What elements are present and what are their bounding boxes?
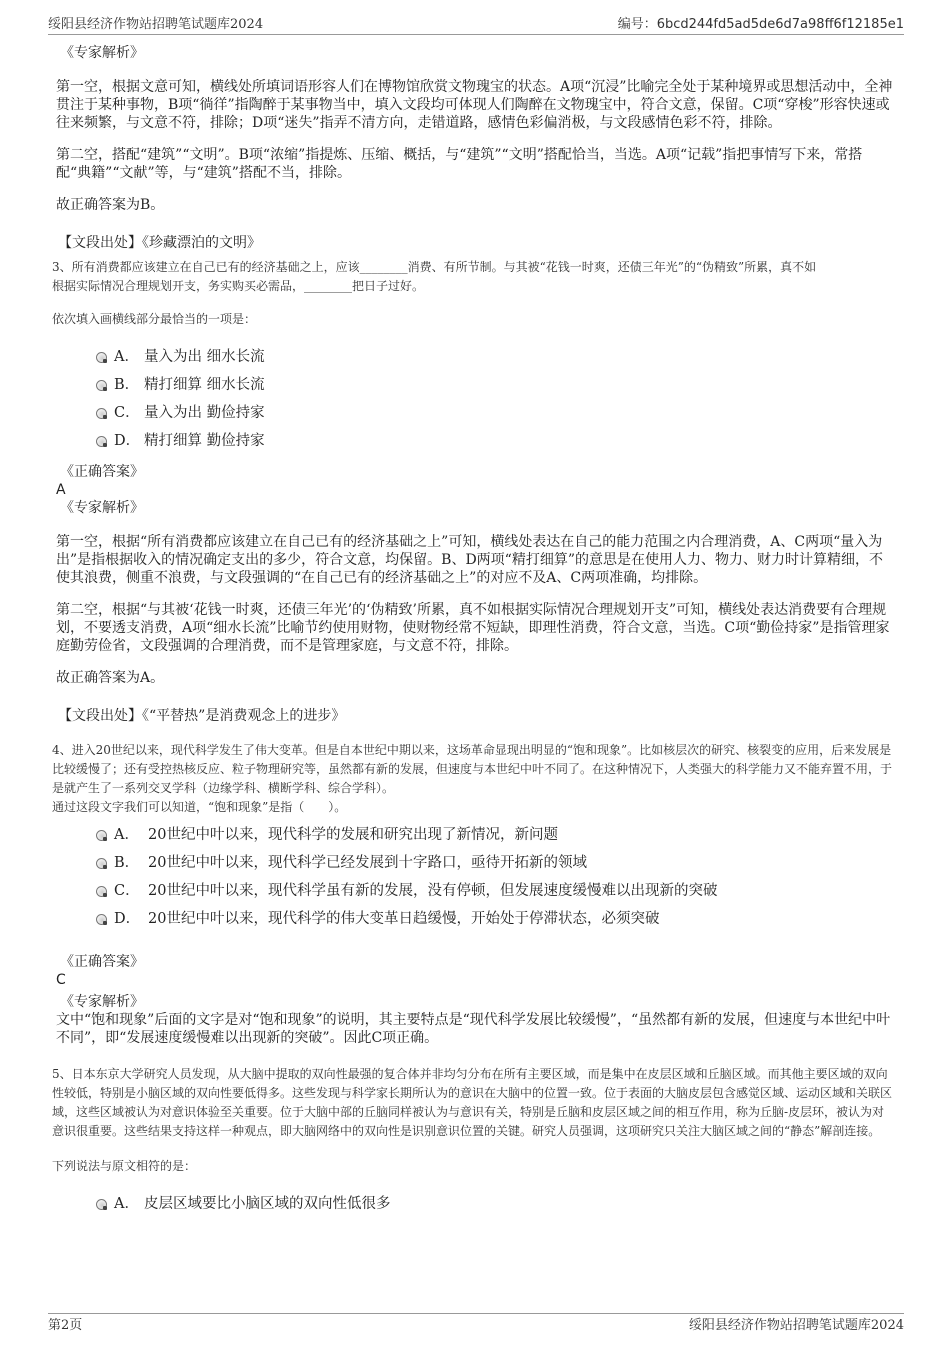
radio-button-icon[interactable] bbox=[96, 408, 107, 419]
q5-stem: 5、日本东京大学研究人员发现，从大脑中提取的双向性最强的复合体并非均匀分布在所有主要区域，而是集中在皮层区域和丘脑区域。而其他主要区域的双向性较低，特别是小脑区域的双向性要低得多。这些发现与科学家长期所认为的意识在大脑中的位置一致。位于表面的大脑皮层包含感觉区域、运动区域和关联区域，这些区域被认为对意识体验至关重要。位于大脑中部的丘脑同样被认为与意识有关，特别是丘脑和皮层区域之间的相互作用，称为丘脑-皮层环，被认为对意识很重要。这些结果支持这样一种观点，即大脑网络中的双向性是识别意识位置的关键。研究人员强调，这项研究只关注大脑区域之间的“静态”解剖连接。 bbox=[52, 1067, 893, 1138]
header-title: 绥阳县经济作物站招聘笔试题库2024 bbox=[48, 17, 264, 32]
q3-analysis-para1: 第一空，根据“所有消费都应该建立在自己已有的经济基础之上”可知，横线处表达在自己的能力范围之内合理消费，A、C两项“量入为出”是指根据收入的情况确定支出的多少，符合文意，均保留。B、D两项“精打细算”的意思是在使用人力、物力、财力时计算精细，不使其浪费，侧重不浪费，与文段强调的“在自己已有的经济基础之上”的对应不及A、C两项准确，均排除。 bbox=[56, 534, 883, 586]
footer-page-number: 第2页 bbox=[48, 1318, 83, 1333]
q3-stem-line2: 根据实际情况合理规划开支，务实购买必需品，________把日子过好。 bbox=[52, 279, 425, 293]
q3-answer-label: 《正确答案》 bbox=[60, 464, 144, 480]
q2-analysis-para1: 第一空，根据文意可知，横线处所填词语形容人们在博物馆欣赏文物瑰宝的状态。A项“沉浸”比喻完全处于某种境界或思想活动中，全神贯注于某种事物，B项“徜徉”指陶醉于某事物当中，填入文段均可体现人们陶醉在文物瑰宝中，符合文意，保留。C项“穿梭”形容快速或往来频繁，与文意不符，排除；D项“迷失”指弄不清方向，走错道路，感情色彩偏消极，与文段感情色彩不符，排除。 bbox=[56, 79, 893, 131]
q4-answer: C bbox=[56, 972, 66, 988]
footer-title: 绥阳县经济作物站招聘笔试题库2024 bbox=[688, 1318, 904, 1333]
q3-prompt: 依次填入画横线部分最恰当的一项是： bbox=[52, 312, 257, 326]
q2-conclusion: 故正确答案为B。 bbox=[56, 197, 165, 213]
q4-option-a[interactable]: A． 20世纪中叶以来，现代科学的发展和研究出现了新情况，新问题 bbox=[48, 821, 896, 849]
q3-option-d[interactable]: D． 精打细算 勤俭持家 bbox=[48, 427, 896, 455]
radio-button-icon[interactable] bbox=[96, 380, 107, 391]
header-doc-code: 编号：6bcd244fd5ad5de6d7a98ff6f12185e1 bbox=[617, 17, 904, 32]
q4-analysis: 文中“饱和现象”后面的文字是对“饱和现象”的说明，其主要特点是“现代科学发展比较缓慢”，“虽然都有新的发展，但速度与本世纪中叶不同”，即“发展速度缓慢难以出现新的突破”。因此C项正确。 bbox=[56, 1012, 891, 1046]
radio-button-icon[interactable] bbox=[96, 914, 107, 925]
q3-option-c[interactable]: C． 量入为出 勤俭持家 bbox=[48, 399, 896, 427]
q3-option-b[interactable]: B． 精打细算 细水长流 bbox=[48, 371, 896, 399]
header-divider bbox=[48, 34, 904, 35]
q3-analysis-para2: 第二空，根据“与其被‘花钱一时爽，还债三年光’的‘伪精致’所累，真不如根据实际情况合理规划开支”可知，横线处表达消费要有合理规划，不要透支消费，A项“细水长流”比喻节约使用财物，使财物经常不短缺，即理性消费，符合文意，当选。C项“勤俭持家”是指管理家庭勤劳俭省，文段强调的合理消费，而不是管理家庭，与文意不符，排除。 bbox=[56, 602, 890, 654]
q3-conclusion: 故正确答案为A。 bbox=[56, 670, 165, 686]
q4-analysis-label: 《专家解析》 bbox=[60, 994, 144, 1010]
q2-analysis-label: 《专家解析》 bbox=[60, 45, 144, 61]
q5-option-a[interactable]: A． 皮层区域要比小脑区域的双向性低很多 bbox=[48, 1190, 896, 1218]
q2-source: 【文段出处】《珍藏漂泊的文明》 bbox=[58, 235, 261, 251]
q3-analysis-label: 《专家解析》 bbox=[60, 500, 144, 516]
q3-option-a[interactable]: A． 量入为出 细水长流 bbox=[48, 343, 896, 371]
q4-answer-label: 《正确答案》 bbox=[60, 954, 144, 970]
page-header bbox=[0, 0, 950, 38]
radio-button-icon[interactable] bbox=[96, 1199, 107, 1210]
q2-analysis-para2: 第二空，搭配“建筑”“文明”。B项“浓缩”指提炼、压缩、概括，与“建筑”“文明”搭配恰当，当选。A项“记载”指把事情写下来，常搭配“典籍”“文献”等，与“建筑”搭配不当，排除。 bbox=[56, 147, 863, 181]
q4-option-d[interactable]: D． 20世纪中叶以来，现代科学的伟大变革日趋缓慢，开始处于停滞状态，必须突破 bbox=[48, 905, 896, 933]
radio-button-icon[interactable] bbox=[96, 352, 107, 363]
q5-prompt: 下列说法与原文相符的是： bbox=[52, 1159, 197, 1173]
radio-button-icon[interactable] bbox=[96, 886, 107, 897]
radio-button-icon[interactable] bbox=[96, 830, 107, 841]
q4-option-c[interactable]: C． 20世纪中叶以来，现代科学虽有新的发展，没有停顿，但发展速度缓慢难以出现新的突破 bbox=[48, 877, 896, 905]
document-body bbox=[48, 44, 896, 1218]
q4-prompt: 通过这段文字我们可以知道，“饱和现象”是指（ ）。 bbox=[52, 800, 347, 814]
q3-answer: A bbox=[56, 482, 66, 498]
q3-source: 【文段出处】《“平替热”是消费观念上的进步》 bbox=[58, 708, 346, 724]
radio-button-icon[interactable] bbox=[96, 858, 107, 869]
q4-option-b[interactable]: B． 20世纪中叶以来，现代科学已经发展到十字路口，亟待开拓新的领域 bbox=[48, 849, 896, 877]
q3-stem-line1: 3、所有消费都应该建立在自己已有的经济基础之上，应该________消费、有所节制。与其被“花钱一时爽，还债三年光”的“伪精致”所累，真不如 bbox=[52, 260, 817, 274]
q4-stem: 4、进入20世纪以来，现代科学发生了伟大变革。但是自本世纪中期以来，这场革命显现出明显的“饱和现象”。比如核层次的研究、核裂变的应用，后来发展是比较缓慢了；还有受控热核反应、粒子物理研究等，虽然都有新的发展，但速度与本世纪中叶不同了。在这种情况下，人类强大的科学能力又不能弃置不用，于是就产生了一系列交叉学科（边缘学科、横断学科、综合学科）。 bbox=[52, 743, 893, 795]
radio-button-icon[interactable] bbox=[96, 436, 107, 447]
